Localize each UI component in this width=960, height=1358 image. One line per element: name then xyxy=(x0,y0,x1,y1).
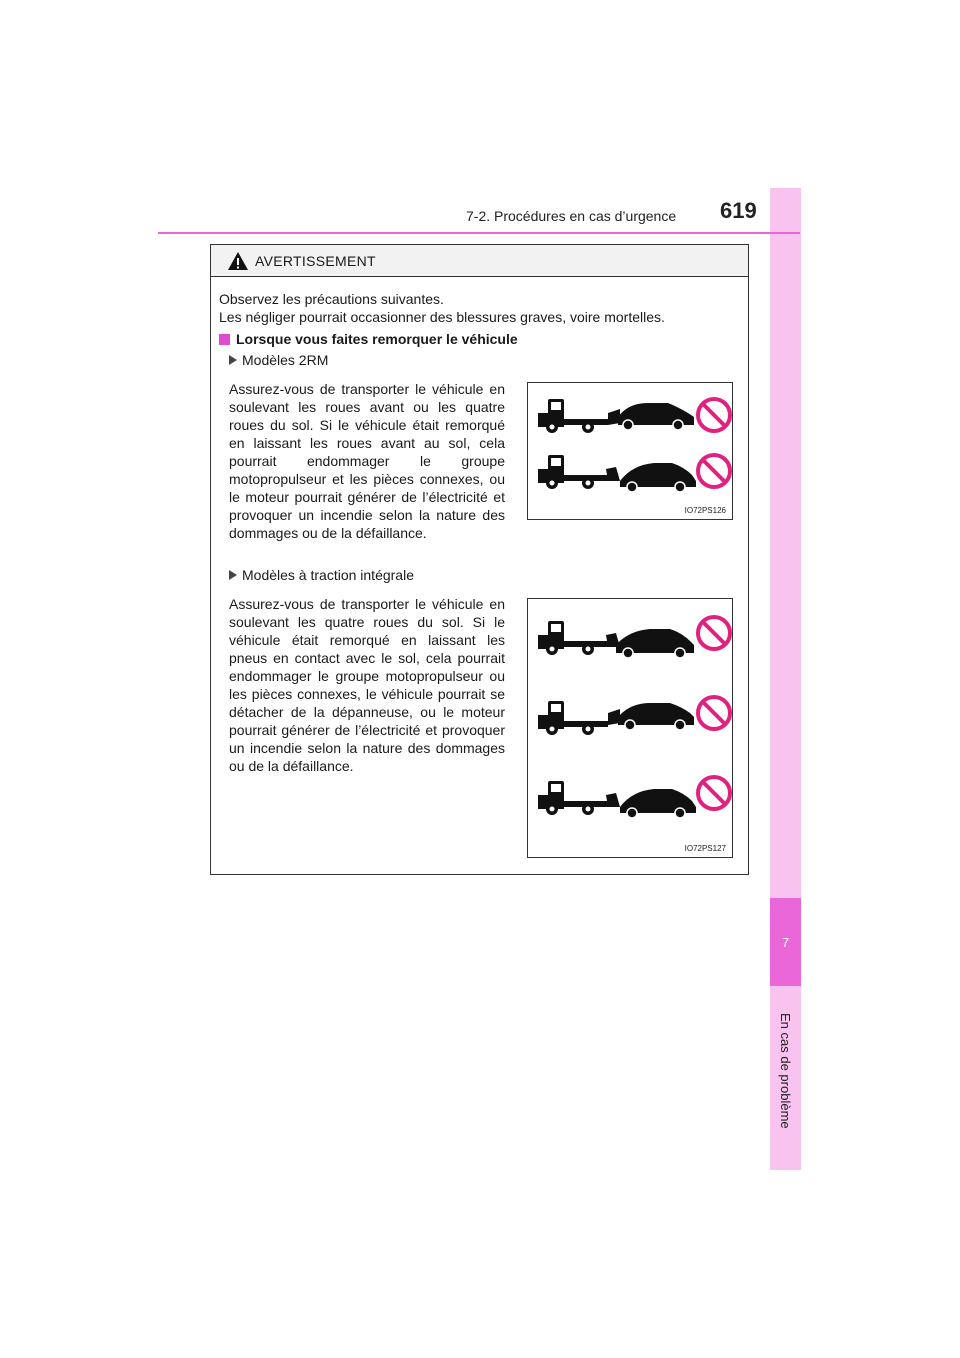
header-divider xyxy=(158,232,800,234)
triangle-bullet-icon xyxy=(229,570,237,580)
model-label-text: Modèles à traction intégrale xyxy=(242,567,414,583)
tow-row-3 xyxy=(538,777,730,818)
square-bullet-icon xyxy=(219,334,230,345)
warning-intro: Observez les précautions suivantes. Les négliger pourrait occasionner des blessures graves, voire mortelles. xyxy=(219,291,665,325)
chapter-side-tab xyxy=(770,188,801,1170)
model-label-text: Modèles 2RM xyxy=(242,352,329,368)
chapter-label: En cas de problème xyxy=(778,1013,793,1129)
figure-code: IO72PS126 xyxy=(684,506,726,515)
towing-illustration-awd xyxy=(528,599,732,839)
warning-subheading xyxy=(219,331,518,347)
triangle-bullet-icon xyxy=(229,355,237,365)
subheading-text: Lorsque vous faites remorquer le véhicule xyxy=(236,331,518,347)
paragraph-2rm: Assurez-vous de transporter le véhicule en soulevant les roues avant ou les quatre roues du sol. Si le véhicule était remorqué en laissant les roues avant au sol, cela pourrait endommager le groupe motopropulseur et les pièces connexes, ou le moteur pourrait générer de l’électricité et provoquer un incendie selon la nature des dommages ou de la défaillance. xyxy=(229,381,505,541)
tow-row-1 xyxy=(538,617,730,658)
figure-tow-awd xyxy=(527,598,733,858)
figure-tow-2rm xyxy=(527,382,733,520)
tow-row-2 xyxy=(538,455,730,492)
tow-row-1 xyxy=(538,399,730,433)
section-title: 7-2. Procédures en cas d’urgence xyxy=(466,208,677,224)
tow-row-2 xyxy=(538,697,730,735)
model-label-awd xyxy=(229,567,414,583)
figure-code: IO72PS127 xyxy=(684,844,726,853)
model-label-2rm xyxy=(229,352,328,368)
warning-header xyxy=(211,245,748,277)
warning-triangle-icon xyxy=(227,251,249,271)
chapter-number: 7 xyxy=(770,898,801,986)
warning-title: AVERTISSEMENT xyxy=(255,253,376,269)
page-number: 619 xyxy=(720,198,757,223)
paragraph-awd: Assurez-vous de transporter le véhicule en soulevant les quatre roues du sol. Si le véhicule était remorqué en laissant les pneus en contact avec le sol, cela pourrait endommager le groupe motopropulseur ou les pièces connexes, le véhicule pourrait se détacher de la dépanneuse, ou le moteur pourrait générer de l’électricité et provoquer un incendie selon la nature des dommages ou de la défaillance. xyxy=(229,596,505,774)
towing-illustration-2rm xyxy=(528,383,732,503)
warning-box xyxy=(210,244,749,875)
